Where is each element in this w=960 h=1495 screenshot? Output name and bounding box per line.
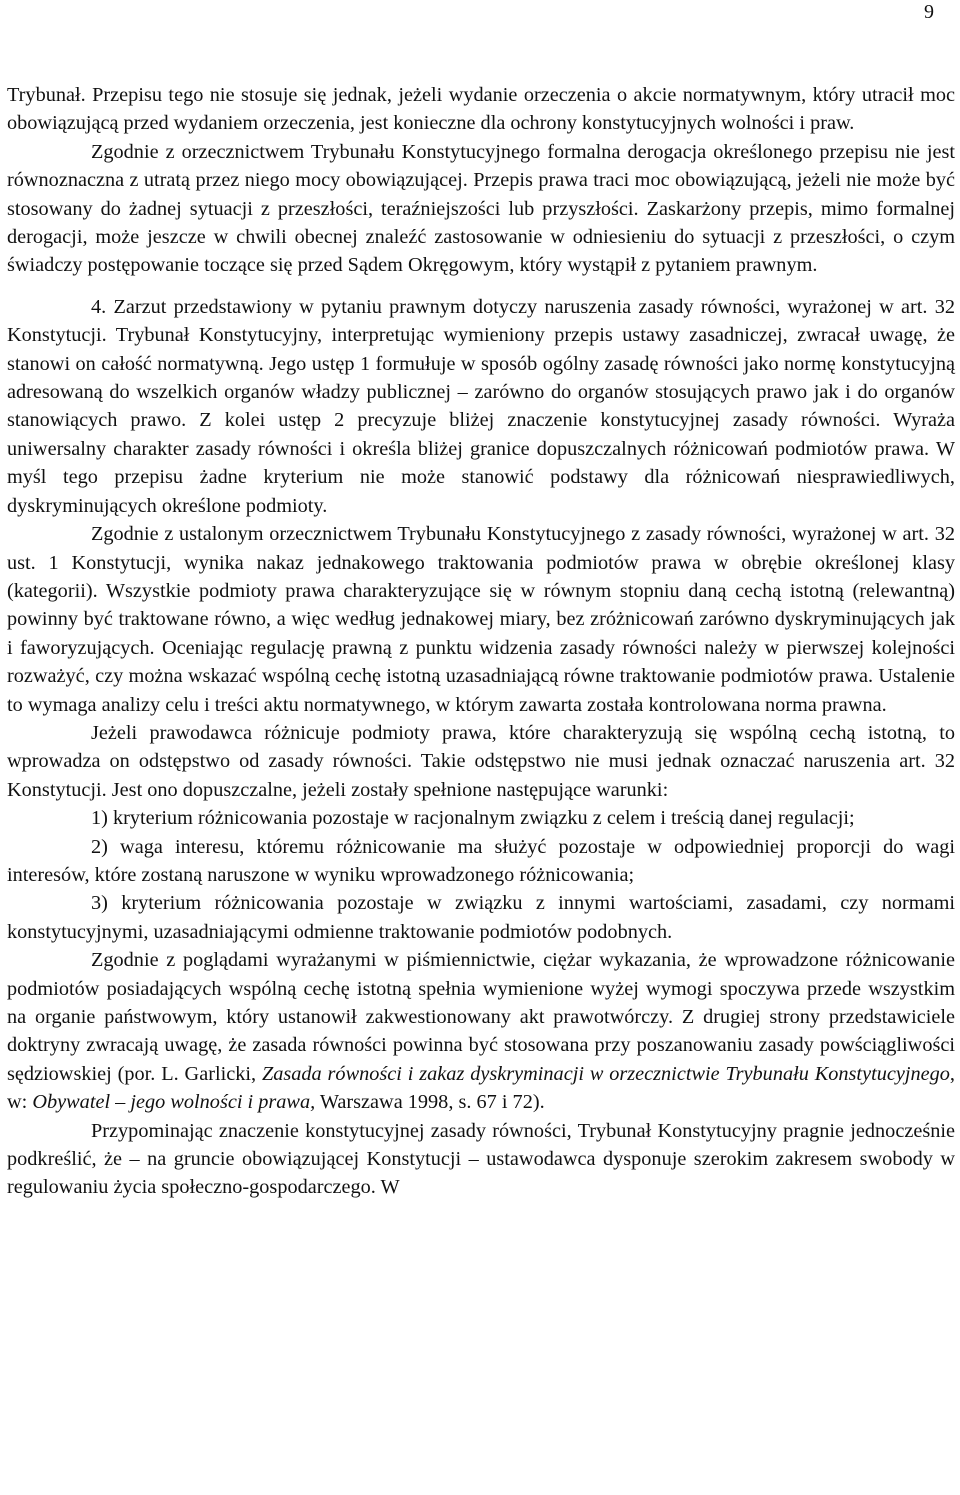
paragraph-section-4: 4. Zarzut przedstawiony w pytaniu prawnym dotyczy naruszenia zasady równości, wyrażonej w art. 32 Konstytucji. Trybunał Konstytucyjny, interpretując wymieniony przepis ustawy zasadniczej, zwracał uwagę, że stanowi on całość normatywną. Jego ustęp 1 formułuje w sposób ogólny zasadę równości jako normę konstytucyjną adresowaną do wszelkich organów władzy publicznej – zarówno do organów stosujących prawo jak i do organów stanowiących prawo. Z kolei ustęp 2 precyzuje bliżej znaczenie konstytucyjnej zasady równości. Wyraża uniwersalny charakter zasady równości i określa bliżej granice dopuszczalnych różnicowań podmiotów prawa. W myśl tego przepisu żadne kryterium nie może stanowić podstawy dla różnicowań niesprawiedliwych, dyskryminujących określone podmioty. xyxy=(7,295,955,517)
list-item: 1) kryterium różnicowania pozostaje w racjonalnym związku z celem i treścią danej regulacji; xyxy=(91,807,855,830)
list-item: 3) kryterium różnicowania pozostaje w związku z innymi wartościami, zasadami, czy normami konstytucyjnymi, uzasadniającymi odmienne traktowanie podmiotów podobnych. xyxy=(7,892,955,943)
paragraph-text: Zgodnie z poglądami wyrażanymi w piśmiennictwie, ciężar wykazania, że wprowadzone różnicowanie podmiotów posiadających wspólną cechę istotną spełnia wymienione wyżej wymogi spoczywa przede wszystkim na organie państwowym, który ustanowił zakwestionowany akt prawotwórczy. Z drugiej strony przedstawiciele doktryny zwracają uwagę, że zasada równości powinna być stosowana przy poszanowaniu zasady powściągliwości sędziowskiej (por. L. Garlicki, xyxy=(7,949,955,1085)
paragraph: Trybunał. Przepisu tego nie stosuje się jednak, jeżeli wydanie orzeczenia o akcie normatywnym, który utracił moc obowiązującą przed wydaniem orzeczenia, jest konieczne dla ochrony konstytucyjnych wolności i praw. xyxy=(7,84,955,135)
paragraph: Zgodnie z orzecznictwem Trybunału Konstytucyjnego formalna derogacja określonego przepisu nie jest równoznaczna z utratą przez niego mocy obowiązującej. Przepis prawa traci moc obowiązującą, jeżeli nie może być stosowany do żadnej sytuacji z przeszłości, teraźniejszości lub przyszłości. Zaskarżony przepis, mimo formalnej derogacji, może jeszcze w chwili obecnej znaleźć zastosowanie w odniesieniu do sytuacji z przeszłości, o czym świadczy postępowanie toczące się przed Sądem Okręgowym, który wystąpił z pytaniem prawnym. xyxy=(7,140,955,277)
citation-book-title: Obywatel – jego wolności i prawa, xyxy=(32,1091,316,1114)
paragraph: Zgodnie z ustalonym orzecznictwem Trybunału Konstytucyjnego z zasady równości, wyrażonej w art. 32 ust. 1 Konstytucji, wynika nakaz jednakowego traktowania podmiotów prawa w obrębie określonej klasy (kategorii). Wszystkie podmioty prawa charakteryzujące się w równym stopniu daną cechą istotną (relewantną) powinny być traktowane równo, a więc według jednakowej miary, bez zróżnicowań zarówno dyskryminujących jak i faworyzujących. Oceniając regulację prawną z punktu widzenia zasady równości należy w pierwszej kolejności rozważyć, czy można wskazać wspólną cechę istotną uzasadniającą równe traktowanie podmiotów prawa. Ustalenie to wymaga analizy celu i treści aktu normatywnego, w którym zawarta została kontrolowana norma prawna. xyxy=(7,523,955,716)
paragraph-text: , w: xyxy=(7,1062,955,1114)
paragraph-citation xyxy=(7,946,955,1116)
paragraph: Przypominając znaczenie konstytucyjnej zasady równości, Trybunał Konstytucyjny pragnie jednocześnie podkreślić, że – na gruncie obowiązującej Konstytucji – ustawodawca dysponuje szerokim zakresem swobody w regulowaniu życia społeczno-gospodarczego. W xyxy=(7,1119,955,1199)
document-body xyxy=(7,81,955,1202)
list-item: 2) waga interesu, któremu różnicowanie ma służyć pozostaje w odpowiedniej proporcji do wagi interesów, które zostaną naruszone w wyniku wprowadzonego różnicowania; xyxy=(7,835,955,886)
citation-title: Zasada równości i zakaz dyskryminacji w orzecznictwie Trybunału Konstytucyjnego xyxy=(261,1062,950,1085)
paragraph: Jeżeli prawodawca różnicuje podmioty prawa, które charakteryzują się wspólną cechą istotną, to wprowadza on odstępstwo od zasady równości. Takie odstępstwo nie musi jednak oznaczać naruszenia art. 32 Konstytucji. Jest ono dopuszczalne, jeżeli zostały spełnione następujące warunki: xyxy=(7,721,955,801)
paragraph-text: Warszawa 1998, s. 67 i 72). xyxy=(315,1091,545,1114)
page-number: 9 xyxy=(924,1,934,23)
